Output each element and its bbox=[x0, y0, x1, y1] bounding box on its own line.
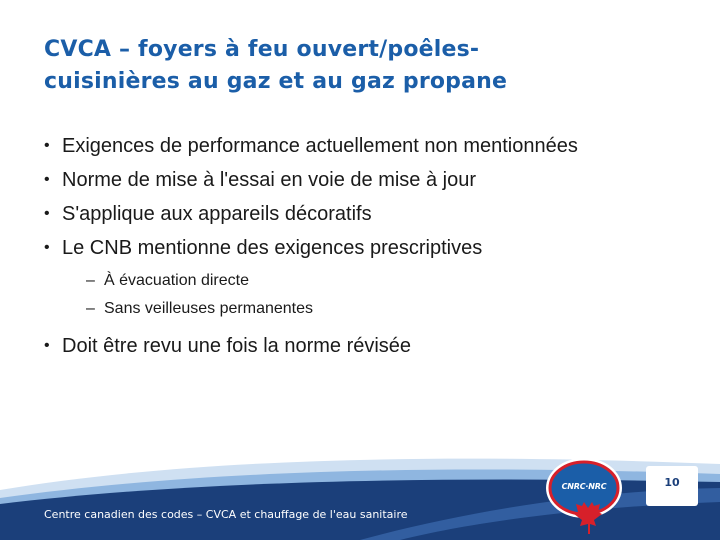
bullet-item bbox=[44, 332, 664, 360]
sub-bullet-text: Sans veilleuses permanentes bbox=[104, 300, 314, 317]
bullet-glyph: • bbox=[44, 171, 50, 188]
dash-glyph: – bbox=[86, 272, 95, 289]
bullet-text: S'applique aux appareils décoratifs bbox=[62, 203, 372, 225]
bullet-item bbox=[44, 132, 664, 160]
bullet-item bbox=[44, 166, 664, 194]
bullet-glyph: • bbox=[44, 137, 50, 154]
slide-title-line-1: CVCA – foyers à feu ouvert/poêles- bbox=[44, 37, 480, 62]
page-number: 10 bbox=[664, 476, 680, 489]
sub-bullet-list bbox=[44, 270, 664, 320]
sub-bullet-text: À évacuation directe bbox=[104, 272, 249, 289]
bullet-text: Norme de mise à l'essai en voie de mise à jour bbox=[62, 169, 477, 191]
dash-glyph: – bbox=[86, 300, 95, 317]
bullet-glyph: • bbox=[44, 239, 50, 256]
sub-bullet-item bbox=[86, 270, 664, 292]
bullet-glyph: • bbox=[44, 205, 50, 222]
cnrc-logo-text: CNRC·NRC bbox=[561, 482, 607, 491]
footer-caption: Centre canadien des codes – CVCA et chauffage de l'eau sanitaire bbox=[44, 508, 408, 521]
bullet-text: Exigences de performance actuellement non mentionnées bbox=[62, 135, 578, 157]
bullet-item bbox=[44, 234, 664, 262]
bullet-text: Doit être revu une fois la norme révisée bbox=[62, 335, 412, 357]
slide-title-line-2: cuisinières au gaz et au gaz propane bbox=[44, 69, 508, 94]
bullet-list bbox=[44, 132, 664, 366]
slide-title bbox=[44, 34, 684, 98]
bullet-text: Le CNB mentionne des exigences prescriptives bbox=[62, 237, 483, 259]
bullet-glyph: • bbox=[44, 337, 50, 354]
footer-swoosh-graphic bbox=[0, 450, 720, 540]
bullet-item bbox=[44, 200, 664, 228]
sub-bullet-item bbox=[86, 298, 664, 320]
